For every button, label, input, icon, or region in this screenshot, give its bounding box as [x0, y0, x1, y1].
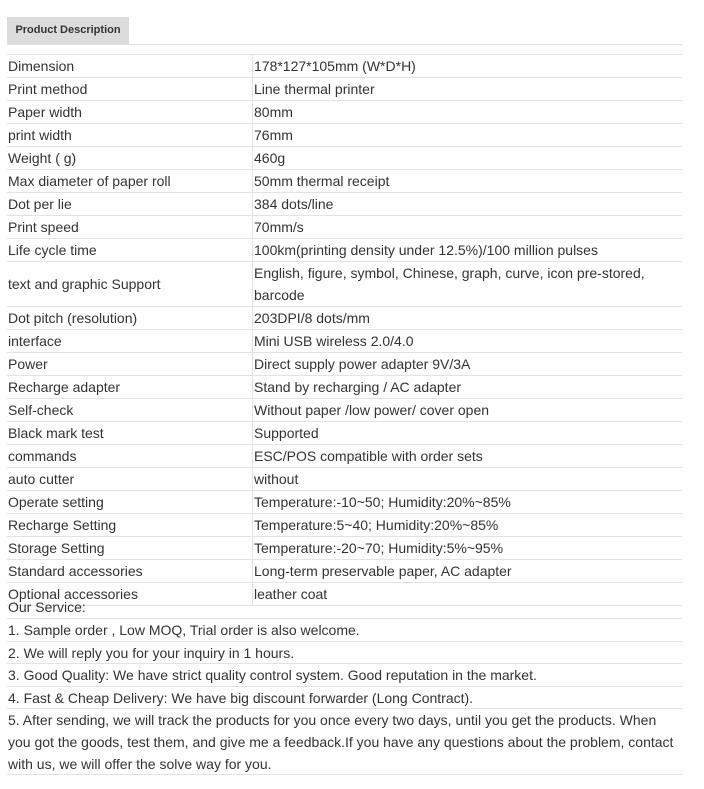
- spec-value: 50mm thermal receipt: [253, 170, 683, 193]
- spec-label: interface: [7, 330, 253, 353]
- spec-value: Temperature:-10~50; Humidity:20%~85%: [253, 491, 683, 514]
- spec-value: Temperature:5~40; Humidity:20%~85%: [253, 514, 683, 537]
- spec-label: commands: [7, 445, 253, 468]
- spec-row: [7, 239, 682, 262]
- spec-label: Power: [7, 353, 253, 376]
- spec-label: Print method: [7, 78, 253, 101]
- spec-row: [7, 55, 682, 78]
- spec-row: [7, 262, 682, 307]
- spec-label: Print speed: [7, 216, 253, 239]
- spec-row: [7, 468, 682, 491]
- spec-label: Optional accessories: [7, 583, 253, 606]
- spec-row: [7, 376, 682, 399]
- spec-label: Recharge Setting: [7, 514, 253, 537]
- spec-row: [7, 147, 682, 170]
- spec-value: 203DPI/8 dots/mm: [253, 307, 683, 330]
- spec-label: Storage Setting: [7, 537, 253, 560]
- spec-table: [7, 54, 682, 606]
- spec-label: Self-check: [7, 399, 253, 422]
- spec-value: Temperature:-20~70; Humidity:5%~95%: [253, 537, 683, 560]
- spec-value: leather coat: [253, 583, 683, 606]
- tab-product-description[interactable]: Product Description: [7, 17, 129, 44]
- spec-label: Standard accessories: [7, 560, 253, 583]
- spec-label: print width: [7, 124, 253, 147]
- spec-label: Dot per lie: [7, 193, 253, 216]
- spec-label: Dimension: [7, 55, 253, 78]
- spec-value: ESC/POS compatible with order sets: [253, 445, 683, 468]
- spec-row: [7, 445, 682, 468]
- tab-bar: [7, 17, 682, 45]
- spec-value: Stand by recharging / AC adapter: [253, 376, 683, 399]
- spec-row: [7, 78, 682, 101]
- spec-row: [7, 193, 682, 216]
- spec-value: Mini USB wireless 2.0/4.0: [253, 330, 683, 353]
- spec-value: Without paper /low power/ cover open: [253, 399, 683, 422]
- service-item: 1. Sample order , Low MOQ, Trial order is also welcome.: [7, 619, 682, 642]
- spec-label: Black mark test: [7, 422, 253, 445]
- spec-label: Recharge adapter: [7, 376, 253, 399]
- spec-row: [7, 216, 682, 239]
- spec-value: 100km(printing density under 12.5%)/100 million pulses: [253, 239, 683, 262]
- spec-label: Operate setting: [7, 491, 253, 514]
- service-item: 5. After sending, we will track the products for you once every two days, until you get the products. When you got the goods, test them, and give me a feedback.If you have any questions about the problem, contact with us, we will offer the solve way for you.: [7, 709, 682, 775]
- spec-label: Paper width: [7, 101, 253, 124]
- spec-value: 384 dots/line: [253, 193, 683, 216]
- spec-row: [7, 170, 682, 193]
- spec-value: 80mm: [253, 101, 683, 124]
- spec-value: 178*127*105mm (W*D*H): [253, 55, 683, 78]
- spec-value: 76mm: [253, 124, 683, 147]
- spec-value: 70mm/s: [253, 216, 683, 239]
- spec-row: [7, 422, 682, 445]
- spec-value: 460g: [253, 147, 683, 170]
- spec-row: [7, 491, 682, 514]
- spec-label: Dot pitch (resolution): [7, 307, 253, 330]
- spec-row: [7, 330, 682, 353]
- spec-row: [7, 399, 682, 422]
- spec-label: Max diameter of paper roll: [7, 170, 253, 193]
- spec-value: Long-term preservable paper, AC adapter: [253, 560, 683, 583]
- spec-value: Line thermal printer: [253, 78, 683, 101]
- spec-label: Life cycle time: [7, 239, 253, 262]
- service-item: 2. We will reply you for your inquiry in 1 hours.: [7, 642, 682, 664]
- spec-label: Weight ( g): [7, 147, 253, 170]
- spec-row: [7, 307, 682, 330]
- spec-value: Direct supply power adapter 9V/3A: [253, 353, 683, 376]
- spec-row: [7, 101, 682, 124]
- spec-value: Supported: [253, 422, 683, 445]
- service-item: 4. Fast & Cheap Delivery: We have big discount forwarder (Long Contract).: [7, 687, 682, 709]
- spec-row: [7, 353, 682, 376]
- spec-label: auto cutter: [7, 468, 253, 491]
- spec-row: [7, 124, 682, 147]
- service-item: 3. Good Quality: We have strict quality control system. Good reputation in the market.: [7, 664, 682, 687]
- spec-label: text and graphic Support: [7, 262, 253, 307]
- spec-row: [7, 537, 682, 560]
- spec-row: [7, 514, 682, 537]
- spec-value: without: [253, 468, 683, 491]
- service-heading: Our Service:: [7, 596, 682, 619]
- spec-row: [7, 560, 682, 583]
- spec-value: English, figure, symbol, Chinese, graph, curve, icon pre-stored, barcode: [253, 262, 683, 307]
